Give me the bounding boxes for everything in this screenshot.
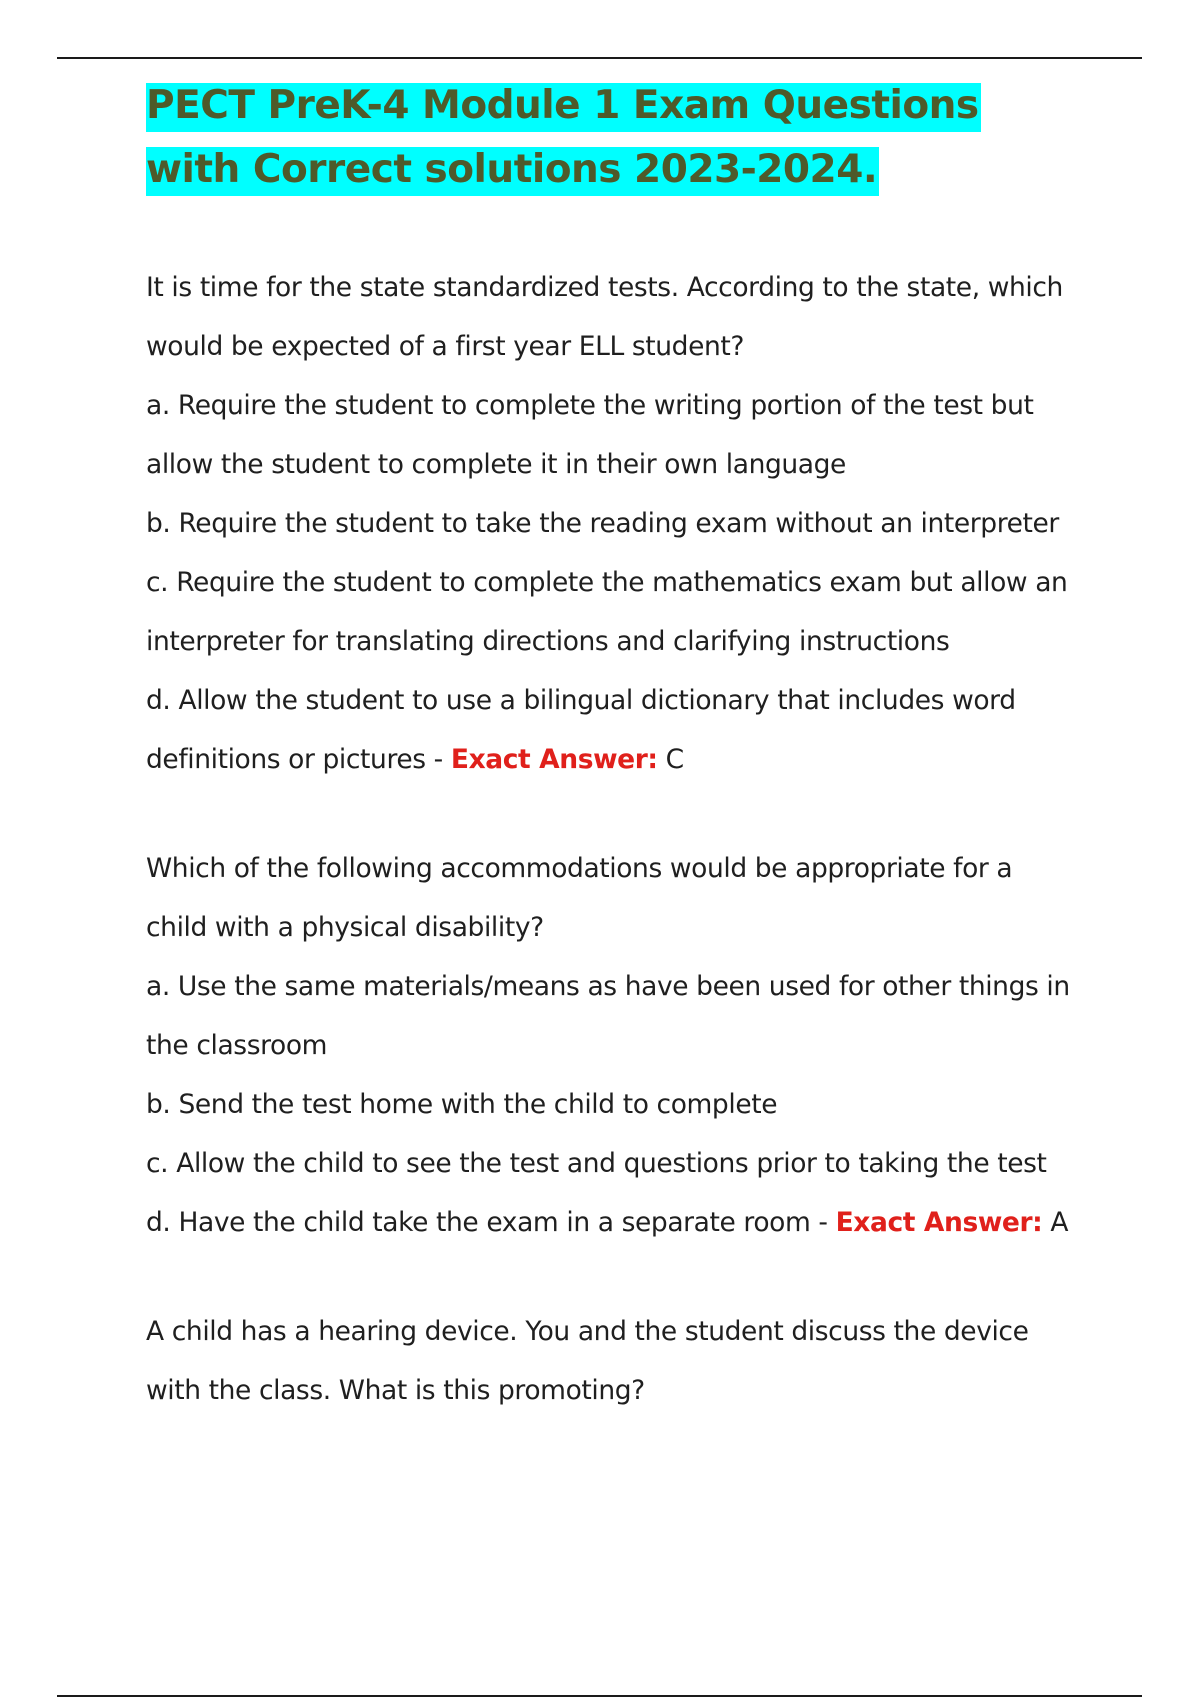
question-1 [146, 258, 1096, 789]
answer-option: a. Use the same materials/means as have been used for other things in [146, 971, 1070, 1002]
question-stem: A child has a hearing device. You and the student discuss the device [146, 1316, 1029, 1347]
answer-line [146, 1193, 1096, 1252]
answer-option: b. Require the student to take the reading exam without an interpreter [146, 508, 1059, 539]
title-line-2: with Correct solutions 2023-2024. [146, 147, 879, 196]
answer-line [146, 730, 1096, 789]
answer-option: d. Allow the student to use a bilingual dictionary that includes word [146, 685, 1016, 716]
top-rule [57, 57, 1142, 59]
document-title [146, 74, 1096, 202]
bottom-rule [57, 1695, 1142, 1697]
answer-option: b. Send the test home with the child to complete [146, 1089, 778, 1120]
answer-option: c. Require the student to complete the mathematics exam but allow an [146, 567, 1068, 598]
answer-option: definitions or pictures - [146, 744, 451, 775]
exact-answer-label: Exact Answer: [450, 744, 658, 775]
question-stem: It is time for the state standardized tests. According to the state, which [146, 272, 1063, 303]
document-content [146, 74, 1096, 1420]
exact-answer-value: A [1050, 1207, 1069, 1238]
answer-option: d. Have the child take the exam in a separate room - [146, 1207, 836, 1238]
answer-option: c. Allow the child to see the test and questions prior to taking the test [146, 1148, 1047, 1179]
answer-option: allow the student to complete it in their own language [146, 449, 846, 480]
exact-answer-value: C [665, 744, 684, 775]
question-stem: would be expected of a first year ELL student? [146, 331, 745, 362]
question-stem: child with a physical disability? [146, 912, 544, 943]
question-stem: with the class. What is this promoting? [146, 1375, 645, 1406]
question-stem: Which of the following accommodations would be appropriate for a [146, 853, 1013, 884]
question-3 [146, 1302, 1096, 1420]
answer-option: interpreter for translating directions and clarifying instructions [146, 626, 950, 657]
answer-option: the classroom [146, 1030, 328, 1061]
answer-option: a. Require the student to complete the writing portion of the test but [146, 390, 1034, 421]
exact-answer-label: Exact Answer: [835, 1207, 1043, 1238]
title-line-1: PECT PreK-4 Module 1 Exam Questions [146, 83, 981, 132]
question-2 [146, 839, 1096, 1252]
